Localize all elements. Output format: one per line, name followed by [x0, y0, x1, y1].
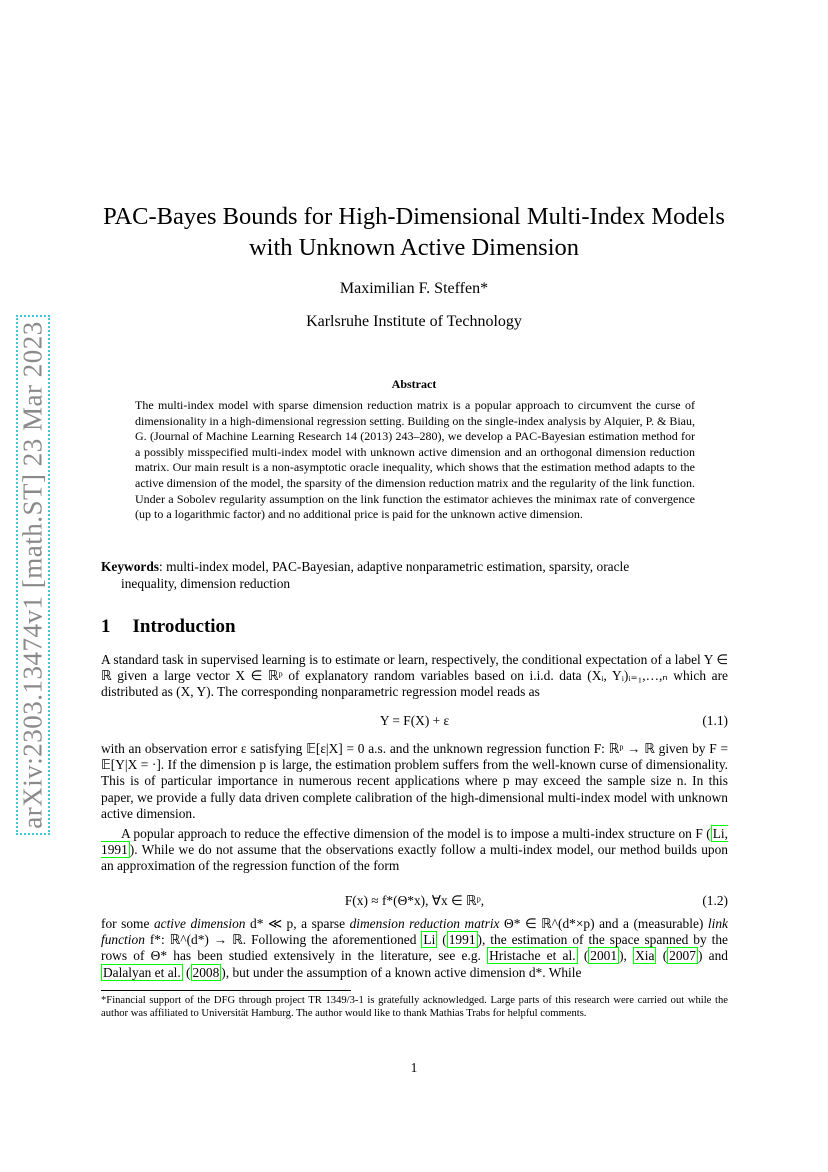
citation-link-hristache-year[interactable]: 2001	[590, 948, 618, 964]
citation-link-li-year[interactable]: 1991	[448, 932, 476, 948]
section-title: Introduction	[132, 616, 236, 637]
p4-b: d* ≪ p, a sparse	[245, 916, 350, 931]
p4-g: (	[577, 948, 589, 964]
title-line-1: PAC-Bayes Bounds for High-Dimensional Multi-Index Models	[103, 203, 725, 230]
paragraph-3-text-a: A popular approach to reduce the effective dimension of the model is to impose a multi-index structure on F (	[121, 826, 711, 841]
keywords-block	[101, 559, 728, 592]
p4-j: ) and	[697, 948, 728, 964]
title-line-2: with Unknown Active Dimension	[248, 234, 580, 261]
arxiv-identifier-stamp[interactable]	[16, 315, 50, 835]
author-affiliation: Karlsruhe Institute of Technology	[306, 313, 522, 330]
citation-link-dalalyan-year[interactable]: 2008	[192, 964, 220, 980]
page-number: 1	[410, 1060, 418, 1075]
keywords-text: : multi-index model, PAC-Bayesian, adaptive nonparametric estimation, sparsity, oracle	[159, 559, 630, 574]
p4-i: (	[656, 948, 668, 964]
footnote: *Financial support of the DFG through project TR 1349/3-1 is gratefully acknowledged. Large parts of this research were carried out while the author was affiliated to Universität Hamburg. The author would like to thank Mathias Trabs for helpful comments.	[101, 995, 728, 1020]
equation-1-1-tag: (1.1)	[702, 713, 728, 728]
p4-f: ), the estimation of the space spanned by the rows of Θ* has been studied extensively in the literature, see e.g.	[101, 932, 728, 964]
paper-title	[0, 201, 828, 263]
citation-link-xia-year[interactable]: 2007	[669, 948, 696, 964]
keywords-label: Keywords	[101, 559, 160, 574]
p4-d: f*: ℝ^(d*) → ℝ. Following the aforementioned	[144, 932, 422, 948]
paragraph-1: A standard task in supervised learning is to estimate or learn, respectively, the conditional expectation of a label Y ∈ ℝ given a large vector X ∈ ℝᵖ of explanatory random variables based on i.i.d. data (Xᵢ, Yᵢ)ᵢ₌₁,…,ₙ which are distributed as (X, Y). The corresponding nonparametric regression model reads as	[101, 652, 728, 700]
p4-term-active-dimension: active dimension	[153, 916, 246, 931]
paragraph-4	[101, 916, 728, 981]
p4-k: (	[182, 964, 191, 980]
paragraph-3	[101, 826, 728, 875]
citation-link-xia[interactable]: Xia	[635, 948, 655, 964]
p4-term-link-function: link function	[101, 916, 728, 948]
section-number: 1	[101, 616, 111, 637]
p4-e: (	[437, 932, 447, 948]
equation-1-2-expression: F(x) ≈ f*(Θ*x), ∀x ∈ ℝᵖ,	[344, 893, 485, 908]
citation-link-hristache[interactable]: Hristache et al.	[489, 948, 576, 964]
paragraph-2: with an observation error ε satisfying 𝔼[ε|X] = 0 a.s. and the unknown regression function F: ℝᵖ → ℝ given by F = 𝔼[Y|X = ·]. If the dimension p is large, the estimation problem suffers from the well-known curse of dimensionality. This is of particular importance in numerous recent applications where p may exceed the sample size n. In this paper, we provide a fully data driven complete calibration of the high-dimensional multi-index model with unknown active dimension.	[101, 741, 728, 821]
p4-l: ), but under the assumption of a known active dimension d*. While	[221, 964, 582, 980]
equation-1-1-expression: Y = F(X) + ε	[379, 713, 450, 728]
paragraph-3-text-b: ). While we do not assume that the observations exactly follow a multi-index model, our method builds upon an approximation of the regression function of the form	[101, 842, 728, 874]
arxiv-identifier-text: arXiv:2303.13474v1 [math.ST] 23 Mar 2023	[17, 321, 48, 829]
p4-c: Θ* ∈ ℝ^(d*×p) and a (measurable)	[499, 916, 708, 931]
p4-a: for some	[101, 916, 154, 931]
citation-link-li[interactable]: Li	[423, 932, 436, 948]
author-name: Maximilian F. Steffen*	[339, 280, 489, 297]
equation-1-2-tag: (1.2)	[702, 893, 728, 908]
abstract-heading: Abstract	[391, 377, 437, 391]
citation-link-dalalyan[interactable]: Dalalyan et al.	[103, 964, 181, 980]
p4-term-dimension-reduction-matrix: dimension reduction matrix	[349, 916, 500, 931]
abstract-body: The multi-index model with sparse dimension reduction matrix is a popular approach to circumvent the curse of dimensionality in a high-dimensional regression setting. Building on the single-index analysis by Alquier, P. & Biau, G. (Journal of Machine Learning Research 14 (2013) 243–280), we develop a PAC-Bayesian estimation method for a possibly misspecified multi-index model with unknown active dimension and an orthogonal dimension reduction matrix. Our main result is a non-asymptotic oracle inequality, which shows that the estimation method adapts to the active dimension of the model, the sparsity of the dimension reduction matrix and the regularity of the link function. Under a Sobolev regularity assumption on the link function the estimator achieves the minimax rate of convergence (up to a logarithmic factor) and no additional price is paid for the unknown active dimension.	[135, 398, 695, 522]
p4-h: ),	[619, 948, 634, 964]
section-heading-introduction	[101, 616, 236, 638]
footnote-rule	[101, 990, 351, 991]
citation-link-li-1991[interactable]: Li, 1991	[101, 826, 728, 858]
keywords-text-continued: inequality, dimension reduction	[121, 575, 291, 591]
